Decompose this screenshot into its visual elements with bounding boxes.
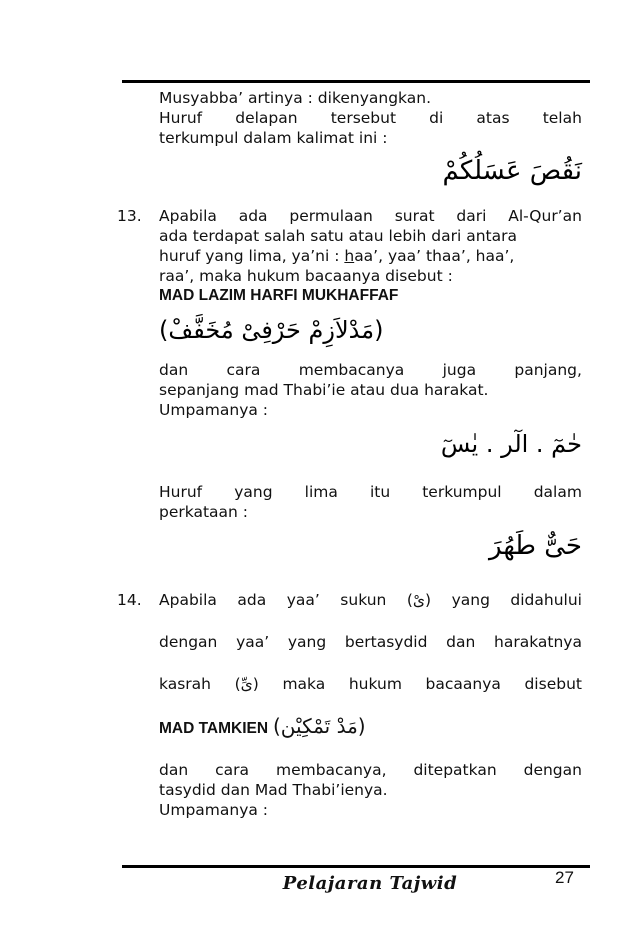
bottom-rule	[122, 865, 590, 868]
word: yaa’	[286, 591, 320, 609]
word: panjang,	[514, 361, 582, 379]
word: kasrah	[159, 675, 211, 693]
word: ada	[238, 207, 268, 225]
word: telah	[542, 109, 582, 127]
word: lima	[304, 483, 338, 501]
word: terkumpul	[422, 483, 502, 501]
word: itu	[369, 483, 391, 501]
text-line: raa’, maka hukum bacaanya disebut :	[159, 267, 453, 285]
word: harakatnya	[494, 633, 582, 651]
word: (ىِّ)	[234, 675, 259, 693]
arabic-examples: حٰمٓ . الٓر . يٰسٓ	[440, 430, 582, 458]
rule-heading: MAD TAMKIEN	[159, 720, 269, 737]
text-line: Umpamanya :	[159, 801, 269, 819]
word: ada	[237, 591, 267, 609]
word: Apabila	[159, 591, 217, 609]
text-line: sepanjang mad Thabi’ie atau dua harakat.	[159, 381, 489, 399]
word: disebut	[524, 675, 582, 693]
word: tersebut	[330, 109, 397, 127]
page-number: 27	[555, 868, 574, 887]
text-line-justified	[159, 632, 582, 652]
word: membacanya,	[275, 761, 387, 779]
text-line-justified	[159, 108, 582, 128]
word: sukun	[340, 591, 387, 609]
word: dengan	[159, 633, 218, 651]
word: (ىْ)	[406, 591, 432, 609]
word: Al-Qur’an	[508, 207, 582, 225]
word: ditepatkan	[413, 761, 497, 779]
text-line-justified	[159, 674, 582, 694]
text-line: tasydid dan Mad Thabi’ienya.	[159, 781, 388, 799]
word: yaa’	[236, 633, 270, 651]
item-number: 13.	[117, 207, 142, 225]
footer-title: Pelajaran Tajwid	[282, 873, 458, 894]
word: cara	[226, 361, 261, 379]
rule-heading-line	[159, 716, 582, 739]
text-line-justified	[159, 482, 582, 502]
text-line: perkataan :	[159, 503, 248, 521]
word: maka	[282, 675, 326, 693]
rule-heading: MAD LAZIM HARFI MUKHAFFAF	[159, 287, 399, 304]
arabic-phrase: نَقُصَ عَسَلُكُمْ	[442, 156, 582, 186]
word: surat	[394, 207, 435, 225]
text-line: ada terdapat salah satu atau lebih dari antara	[159, 227, 517, 245]
word: cara	[215, 761, 250, 779]
text-line: Musyabba’ artinya : dikenyangkan.	[159, 89, 432, 107]
word: permulaan	[289, 207, 373, 225]
word: dan	[159, 761, 189, 779]
word: bacaanya	[425, 675, 501, 693]
word: yang	[287, 633, 327, 651]
arabic-heading: (مَدْلاَزِمْ حَرْفِىْ مُخَفَّفْ)	[159, 316, 384, 344]
arabic-word: حَىٌّ طَهُرَ	[488, 531, 582, 561]
top-rule	[122, 80, 590, 83]
word: Apabila	[159, 207, 217, 225]
text-line-justified	[159, 360, 582, 380]
word: yang	[234, 483, 273, 501]
word: dalam	[533, 483, 582, 501]
word: yang	[451, 591, 490, 609]
word: dari	[456, 207, 487, 225]
word: dan	[446, 633, 476, 651]
word: Huruf	[159, 109, 203, 127]
word: di	[429, 109, 444, 127]
item-number: 14.	[117, 591, 142, 609]
word: hukum	[348, 675, 402, 693]
text-line: Umpamanya :	[159, 401, 269, 419]
word: delapan	[235, 109, 298, 127]
word: Huruf	[159, 483, 203, 501]
word: juga	[442, 361, 477, 379]
word: membacanya	[298, 361, 405, 379]
word: atas	[476, 109, 510, 127]
word: bertasydid	[344, 633, 428, 651]
text-line-justified	[159, 206, 582, 226]
word: dengan	[523, 761, 582, 779]
text-line: terkumpul dalam kalimat ini :	[159, 129, 388, 147]
word: didahului	[510, 591, 582, 609]
text-line-justified	[159, 590, 582, 610]
text-line-justified	[159, 760, 582, 780]
word: dan	[159, 361, 189, 379]
text-line: huruf yang lima, ya’ni : haa’, yaa’ thaa’, haa’,	[159, 247, 515, 265]
arabic-heading: (مَدْ تَمْكِيْن)	[273, 714, 366, 738]
